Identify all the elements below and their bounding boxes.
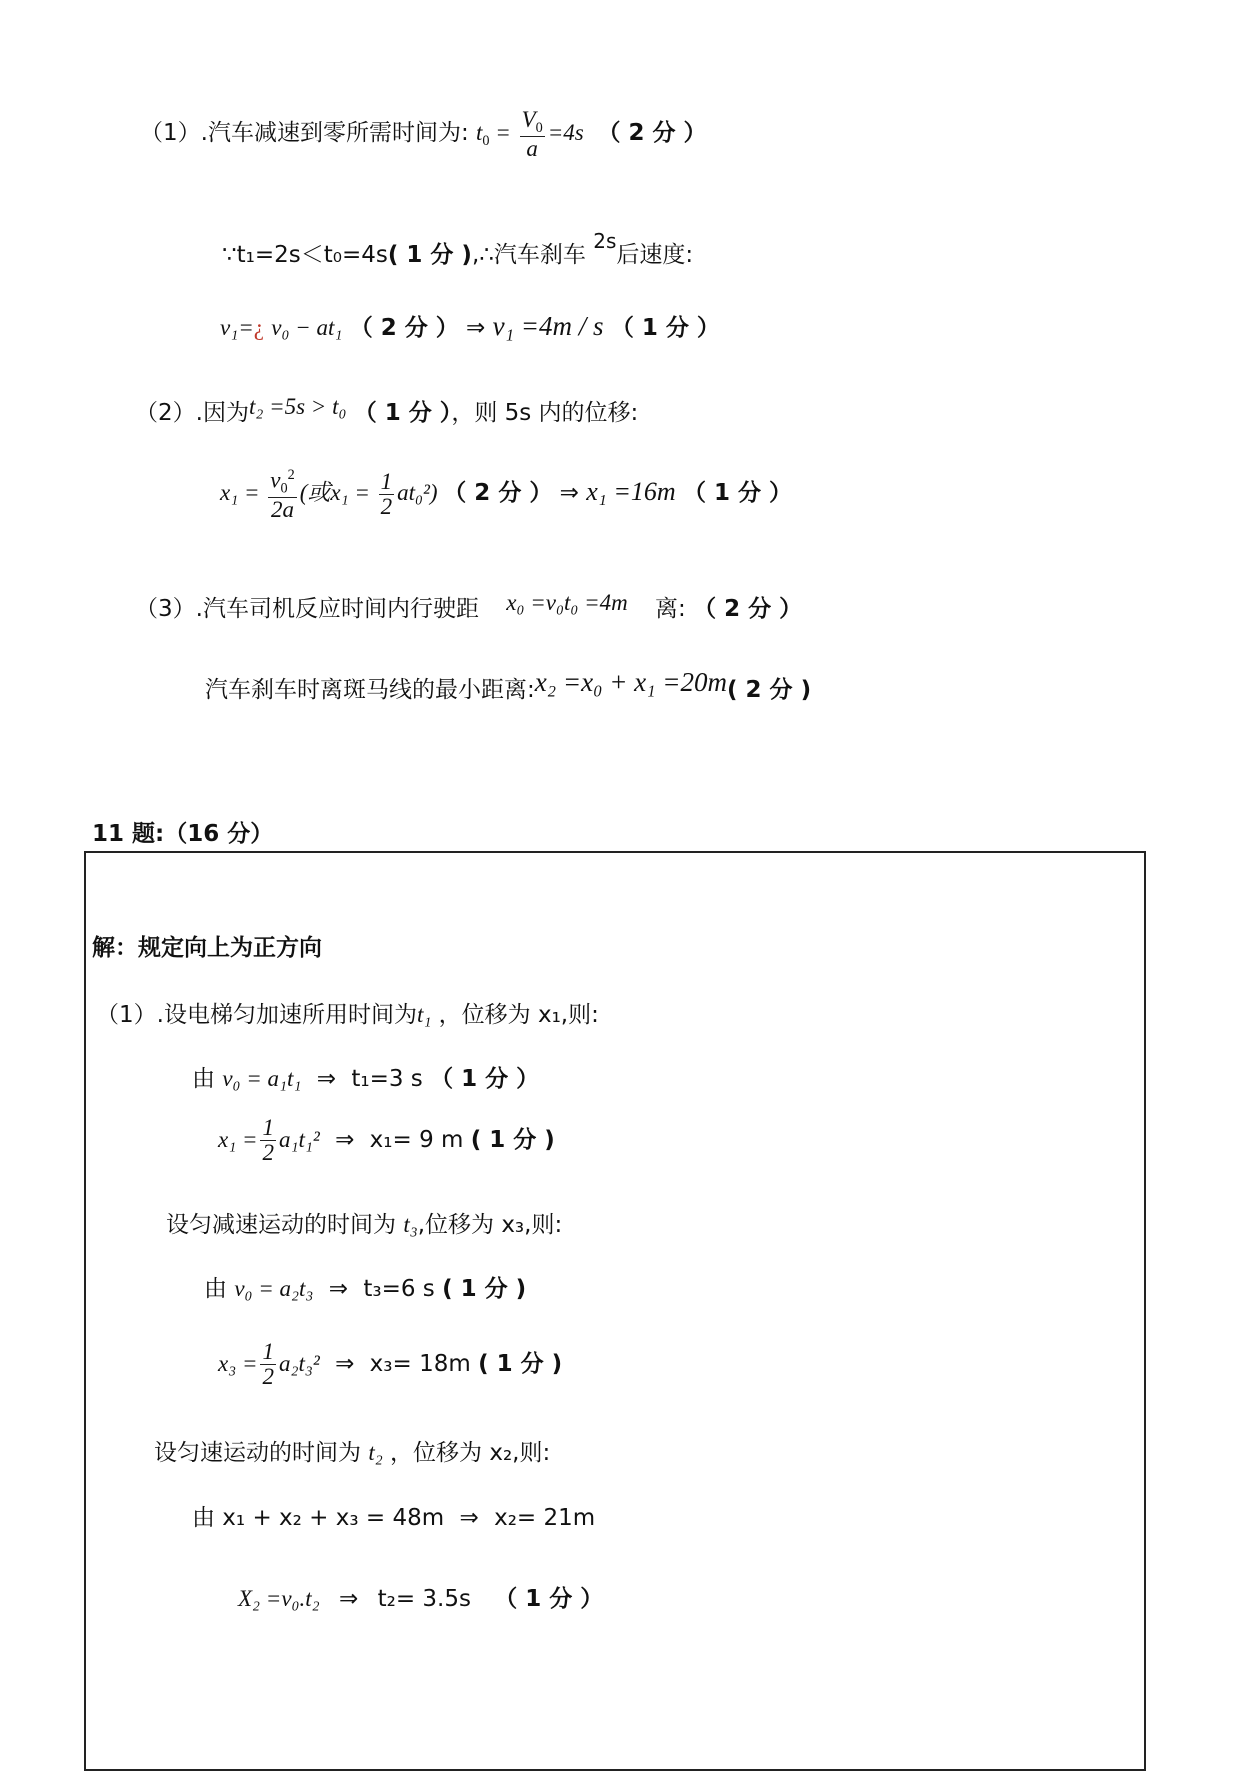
l3-mid: ¿: [253, 315, 264, 340]
l5-result: x₁ =16m: [586, 477, 676, 507]
q2-score: （ 1 分 ）: [353, 400, 452, 426]
p1-text: （1）.设电梯匀加速所用时间为: [96, 1002, 417, 1028]
l2-line: [222, 230, 693, 268]
e5-line: [192, 1506, 595, 1531]
e1-line: [192, 1066, 539, 1092]
e5-text: 由 x₁ + x₂ + x₃ = 48m: [192, 1505, 445, 1531]
e3-result: t₃=6 s: [363, 1276, 435, 1302]
l5-formula: x₁ = $\frac{v_0^2}{2a}$ (或x₁ = $\frac{1}{2}$ at₀²): [220, 467, 438, 522]
e6-formula: X₂ =v₀.t₂: [238, 1586, 320, 1611]
l7-formula: x₂ =x₀ + x₁ =20m: [534, 667, 728, 697]
l3-score-a: （ 2 分 ）: [349, 315, 459, 341]
e4-frac: $\frac{1}{2}$: [262, 1339, 274, 1390]
e6-arrow: ⇒: [338, 1586, 359, 1612]
l7-line: [205, 668, 811, 703]
p3-var: t₂: [368, 1440, 383, 1465]
l7-score: ( 2 分 ): [727, 677, 812, 703]
p2-line: [166, 1212, 562, 1238]
e2-arrow: ⇒: [335, 1127, 355, 1154]
e3-prefix: 由: [204, 1276, 227, 1302]
e3-score: ( 1 分 ): [442, 1276, 527, 1302]
l5-score-a: （ 2 分 ）: [443, 480, 553, 507]
q1-text: （1）.汽车减速到零所需时间为:: [140, 119, 469, 146]
l5-score-b: （ 1 分 ）: [682, 480, 792, 507]
q11-answer-box: [84, 851, 1146, 1771]
l3-formula: v₁=: [220, 315, 254, 340]
e3-arrow: ⇒: [328, 1276, 349, 1302]
p2-text-b: ,位移为 x₃,则:: [417, 1212, 563, 1238]
q11-intro: 解：规定向上为正方向: [92, 935, 322, 961]
q3-formula: x₀ =v₀t₀ =4m: [506, 590, 628, 615]
p3-line: [154, 1440, 550, 1466]
p3-text-b: ，位移为 x₂,则:: [390, 1440, 551, 1466]
q2-text-b: ，则 5s 内的位移:: [451, 400, 639, 426]
e4-formula-b: a₂t₃²: [278, 1351, 320, 1377]
l2-score: ( 1 分 ): [387, 242, 472, 268]
q3-line: [135, 590, 802, 622]
l2-text-b: ,∴汽车刹车: [471, 242, 586, 268]
e2-frac: $\frac{1}{2}$: [262, 1115, 274, 1166]
e1-prefix: 由: [192, 1066, 215, 1092]
e4-result: x₃= 18m: [369, 1351, 471, 1378]
e4-line: [218, 1340, 562, 1389]
q1-line: [140, 108, 707, 161]
e2-result: x₁= 9 m: [369, 1127, 464, 1154]
q1-score: （ 2 分 ）: [597, 119, 707, 146]
q11-title: 11 题:（16 分）: [92, 821, 274, 847]
l2-text-c: 后速度:: [616, 242, 694, 268]
e2-line: [218, 1116, 555, 1165]
e4-score: ( 1 分 ): [478, 1351, 563, 1378]
p2-text: 设匀减速运动的时间为: [166, 1212, 396, 1238]
e1-result: t₁=3 s: [351, 1066, 423, 1092]
l5-line: [220, 468, 792, 522]
q2-text: （2）.因为: [135, 400, 249, 426]
e2-formula-b: a₁t₁²: [278, 1127, 320, 1153]
p3-text: 设匀速运动的时间为: [154, 1440, 361, 1466]
q3-score: （ 2 分 ）: [693, 596, 803, 622]
e6-line: [238, 1586, 603, 1612]
l5-arrow: ⇒: [559, 480, 579, 507]
l3-arrow: ⇒: [466, 315, 486, 341]
e3-line: [204, 1276, 526, 1302]
l3-score-b: （ 1 分 ）: [610, 315, 720, 341]
e1-arrow: ⇒: [316, 1066, 337, 1092]
l2-text: ∵t₁=2s＜t₀=4s: [222, 242, 388, 268]
q2-line: [135, 394, 638, 426]
e6-score: （ 1 分 ）: [494, 1586, 604, 1612]
q3-text: （3）.汽车司机反应时间内行驶距: [135, 596, 479, 622]
l3-line: [220, 312, 720, 342]
q2-formula: t₂ =5s > t₀: [248, 394, 347, 419]
l2-sup: 2s: [593, 229, 617, 253]
e4-formula: x₃ =: [218, 1351, 258, 1377]
e1-formula: v₀ = a₁t₁: [222, 1066, 302, 1091]
e2-score: ( 1 分 ): [470, 1127, 555, 1154]
l3-formula-b: v₀ − at₁: [271, 315, 343, 340]
p2-var: t₃: [403, 1212, 418, 1237]
p1-line: [96, 1002, 599, 1028]
e3-formula: v₀ = a₂t₃: [234, 1276, 314, 1301]
p1-text-b: ，位移为 x₁,则:: [438, 1002, 599, 1028]
p1-var: t₁: [416, 1002, 432, 1027]
e1-score: （ 1 分 ）: [430, 1066, 540, 1092]
e6-result: t₂= 3.5s: [377, 1586, 471, 1612]
e2-formula: x₁ =: [218, 1127, 258, 1153]
e5-arrow: ⇒: [459, 1505, 479, 1531]
l7-text: 汽车刹车时离斑马线的最小距离:: [205, 677, 535, 703]
e4-arrow: ⇒: [335, 1351, 355, 1378]
q3-text-b: 离:: [655, 596, 686, 622]
e5-result: x₂= 21m: [494, 1505, 596, 1531]
l3-result: v₁ =4m / s: [492, 311, 604, 341]
q1-formula: $t_0$ = $\frac{V_0}{a}$ =4s: [476, 107, 584, 161]
